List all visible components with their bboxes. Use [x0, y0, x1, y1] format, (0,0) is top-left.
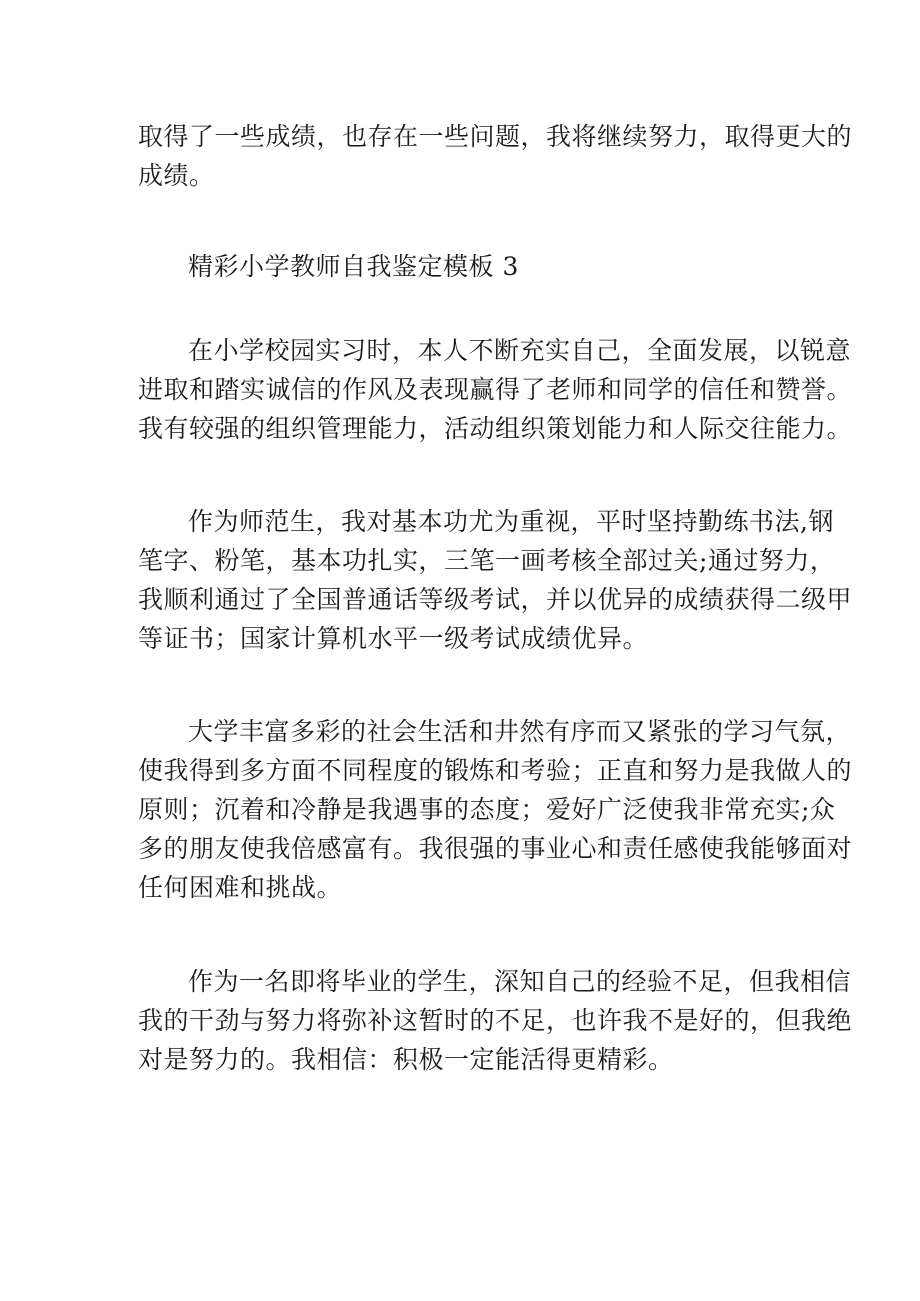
- text-line: 作为师范生，我对基本功尤为重视，平时坚持勤练书法,钢: [188, 507, 834, 536]
- paragraph-graduate: [138, 962, 853, 1079]
- text-line: 任何困难和挑战。: [138, 873, 343, 902]
- text-line: 笔字、粉笔，基本功扎实，三笔一画考核全部过关;通过努力，: [138, 546, 836, 575]
- text-line: 我有较强的组织管理能力，活动组织策划能力和人际交往能力。: [138, 414, 853, 443]
- text-line: 等证书；国家计算机水平一级考试成绩优异。: [138, 624, 649, 653]
- text-line: 进取和踏实诚信的作风及表现赢得了老师和同学的信任和赞誉。: [138, 375, 853, 404]
- text-line: 多的朋友使我倍感富有。我很强的事业心和责任感使我能够面对: [138, 834, 853, 863]
- text-line: 在小学校园实习时，本人不断充实自己，全面发展，以锐意: [188, 336, 852, 365]
- text-line: 我顺利通过了全国普通话等级考试，并以优异的成绩获得二级甲: [138, 585, 853, 614]
- paragraph-continuation: [138, 117, 853, 195]
- text-line: 取得了一些成绩，也存在一些问题，我将继续努力，取得更大的: [138, 122, 853, 151]
- paragraph-university-life: [138, 712, 853, 907]
- section-heading: 精彩小学教师自我鉴定模板 3: [188, 252, 519, 281]
- text-line: 对是努力的。我相信：积极一定能活得更精彩。: [138, 1045, 674, 1074]
- text-line: 使我得到多方面不同程度的锻炼和考验；正直和努力是我做人的: [138, 756, 853, 785]
- paragraph-basic-skills: [138, 502, 853, 658]
- text-line: 我的干劲与努力将弥补这暂时的不足，也许我不是好的，但我绝: [138, 1006, 853, 1035]
- paragraph-internship: [138, 331, 853, 448]
- text-line: 大学丰富多彩的社会生活和井然有序而又紧张的学习气氛，: [188, 717, 852, 746]
- text-line: 成绩。: [138, 161, 215, 190]
- text-line: 作为一名即将毕业的学生，深知自己的经验不足，但我相信: [188, 967, 852, 996]
- text-line: 原则；沉着和冷静是我遇事的态度；爱好广泛使我非常充实;众: [138, 795, 836, 824]
